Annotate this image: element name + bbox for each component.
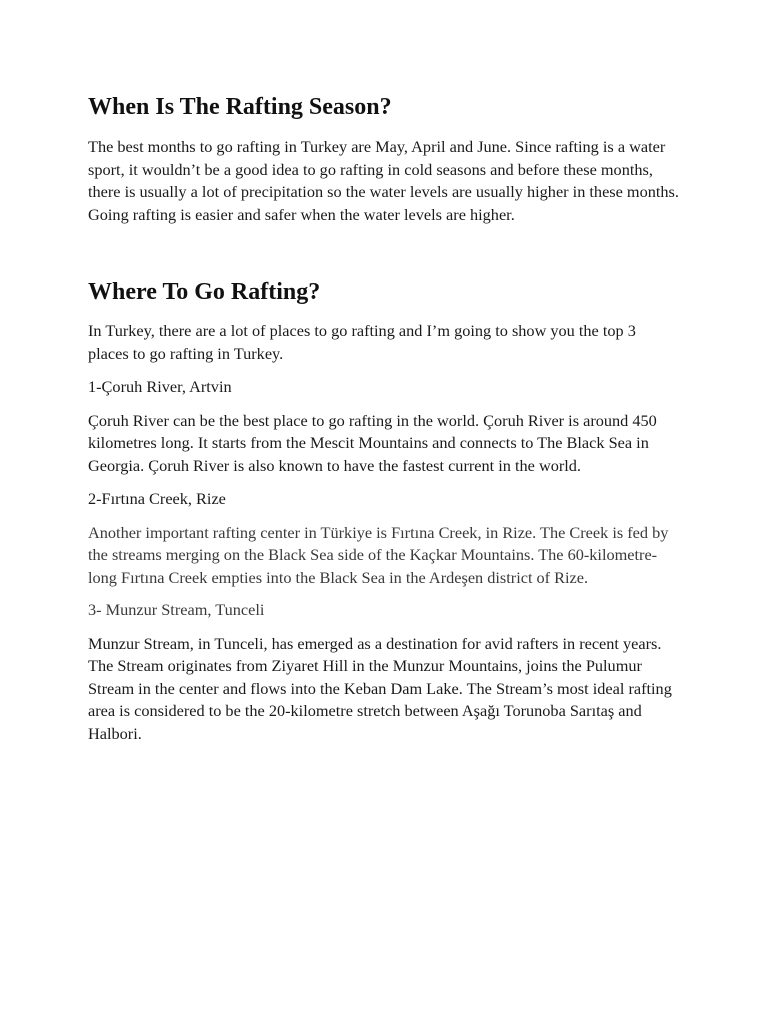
place-text-coruh-river: Çoruh River can be the best place to go rafting in the world. Çoruh River is around 450 kilometres long. It starts from the Mescit Mountains and connects to The Black Sea in Georgia. Çoruh River is also known to have the fastest current in the world. [88, 410, 657, 475]
section-heading-rafting-season: When Is The Rafting Season? [88, 94, 392, 120]
section-heading-where-to-go: Where To Go Rafting? [88, 279, 321, 305]
place-title-coruh-river: 1-Çoruh River, Artvin [88, 377, 232, 396]
place-title-munzur-stream: 3- Munzur Stream, Tunceli [88, 600, 265, 619]
place-title-firtina-creek: 2-Fırtına Creek, Rize [88, 489, 226, 508]
place-text-firtina-creek: Another important rafting center in Türkiye is Fırtına Creek, in Rize. The Creek is fed by the streams merging on the Black Sea side of the Kaçkar Mountains. The 60-kilometre-long Fırtına Creek empties into the Black Sea in the Ardeşen district of Rize. [88, 522, 669, 587]
paragraph-where-to-go-intro: In Turkey, there are a lot of places to go rafting and I’m going to show you the top 3 places to go rafting in Turkey. [88, 321, 636, 363]
paragraph-rafting-season: The best months to go rafting in Turkey are May, April and June. Since rafting is a water sport, it wouldn’t be a good idea to go rafting in cold seasons and before these months, there is usually a lot of precipitation so the water levels are usually higher in these months. Going rafting is easier and safer when the water levels are higher. [88, 137, 679, 224]
place-text-munzur-stream: Munzur Stream, in Tunceli, has emerged as a destination for avid rafters in recent years. The Stream originates from Ziyaret Hill in the Munzur Mountains, joins the Pulumur Stream in the center and flows into the Keban Dam Lake. The Stream’s most ideal rafting area is considered to be the 20-kilometre stretch between Aşağı Torunoba Sarıtaş and Halbori. [88, 633, 672, 743]
